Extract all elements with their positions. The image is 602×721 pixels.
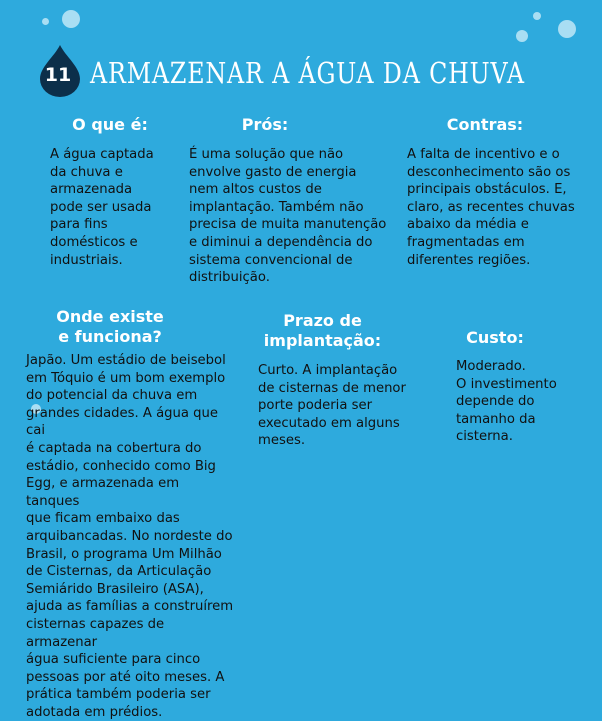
- text-line: diferentes regiões.: [407, 252, 531, 268]
- text-line: e diminui a dependência do: [189, 234, 373, 250]
- bubble-decoration: [558, 20, 576, 38]
- text-custo: [456, 358, 586, 446]
- text-line: ajuda as famílias a construírem: [26, 599, 234, 615]
- text-line: A falta de incentivo e o: [407, 147, 560, 162]
- heading-o-que-e: O que é:: [72, 115, 148, 134]
- page-title: ARMAZENAR A ÁGUA DA CHUVA: [90, 56, 525, 90]
- text-line: que ficam embaixo das: [26, 511, 180, 527]
- text-line: prática também poderia ser: [26, 687, 211, 703]
- text-line: desconhecimento são os: [407, 164, 571, 180]
- heading-line: e funciona?: [58, 327, 162, 346]
- text-line: é captada na cobertura do: [26, 440, 202, 456]
- text-line: envolve gasto de energia: [189, 164, 357, 180]
- bubble-decoration: [516, 30, 528, 42]
- text-line: da chuva e: [50, 164, 123, 180]
- section-number: 11: [44, 64, 72, 86]
- heading-prazo: [255, 311, 390, 351]
- heading-line: Onde existe: [56, 307, 164, 326]
- text-line: arquibancadas. No nordeste do: [26, 528, 233, 544]
- text-line: sistema convencional de: [189, 252, 353, 268]
- text-line: depende do: [456, 394, 535, 410]
- text-line: cisternas capazes de armazenar: [26, 616, 165, 650]
- text-line: Egg, e armazenada em tanques: [26, 476, 180, 509]
- text-line: precisa de muita manutenção: [189, 217, 387, 233]
- text-line: pode ser usada: [50, 199, 152, 215]
- text-line: Moderado.: [456, 359, 526, 374]
- heading-pros: Prós:: [241, 115, 289, 134]
- text-line: claro, as recentes chuvas: [407, 199, 575, 215]
- bubble-decoration: [533, 12, 541, 20]
- heading-contras: Contras:: [446, 115, 524, 134]
- text-prazo: [258, 362, 428, 450]
- text-line: executado em alguns: [258, 415, 400, 431]
- text-line: domésticos e: [50, 234, 138, 250]
- text-line: Brasil, o programa Um Milhão: [26, 546, 222, 562]
- text-line: Curto. A implantação: [258, 363, 398, 378]
- text-line: porte poderia ser: [258, 398, 373, 414]
- text-line: Japão. Um estádio de beisebol: [26, 353, 226, 368]
- text-line: adotada em prédios.: [26, 704, 163, 720]
- heading-custo: Custo:: [466, 328, 524, 347]
- text-line: cisterna.: [456, 429, 513, 445]
- text-line: água suficiente para cinco: [26, 652, 201, 668]
- text-line: de cisternas de menor: [258, 380, 406, 396]
- text-line: grandes cidades. A água que cai: [26, 405, 219, 439]
- text-contras: [407, 146, 592, 269]
- text-line: estádio, conhecido como Big: [26, 458, 216, 474]
- text-line: fragmentadas em: [407, 234, 525, 250]
- text-line: A água captada: [50, 147, 154, 162]
- text-line: para fins: [50, 217, 108, 233]
- bubble-decoration: [42, 18, 49, 25]
- text-line: distribuição.: [189, 270, 270, 286]
- text-line: abaixo da média e: [407, 217, 529, 233]
- text-line: É uma solução que não: [189, 147, 344, 162]
- bubble-decoration: [62, 10, 80, 28]
- text-line: nem altos custos de: [189, 182, 322, 198]
- text-line: principais obstáculos. E,: [407, 182, 567, 198]
- text-line: industriais.: [50, 252, 123, 268]
- text-line: pessoas por até oito meses. A: [26, 669, 225, 685]
- text-line: implantação. Também não: [189, 199, 364, 215]
- text-onde-existe: [26, 352, 236, 721]
- text-line: meses.: [258, 433, 306, 449]
- text-pros: [189, 146, 389, 287]
- text-line: armazenada: [50, 182, 133, 198]
- text-line: O investimento: [456, 376, 557, 392]
- text-line: do potencial da chuva em: [26, 388, 198, 404]
- text-line: Semiárido Brasileiro (ASA),: [26, 581, 204, 597]
- text-line: tamanho da: [456, 411, 536, 427]
- text-o-que-e: [50, 146, 180, 269]
- text-line: de Cisternas, da Articulação: [26, 564, 212, 580]
- heading-onde-existe: [40, 307, 180, 347]
- heading-line: implantação:: [263, 331, 382, 350]
- text-line: em Tóquio é um bom exemplo: [26, 370, 226, 386]
- heading-line: Prazo de: [283, 311, 362, 330]
